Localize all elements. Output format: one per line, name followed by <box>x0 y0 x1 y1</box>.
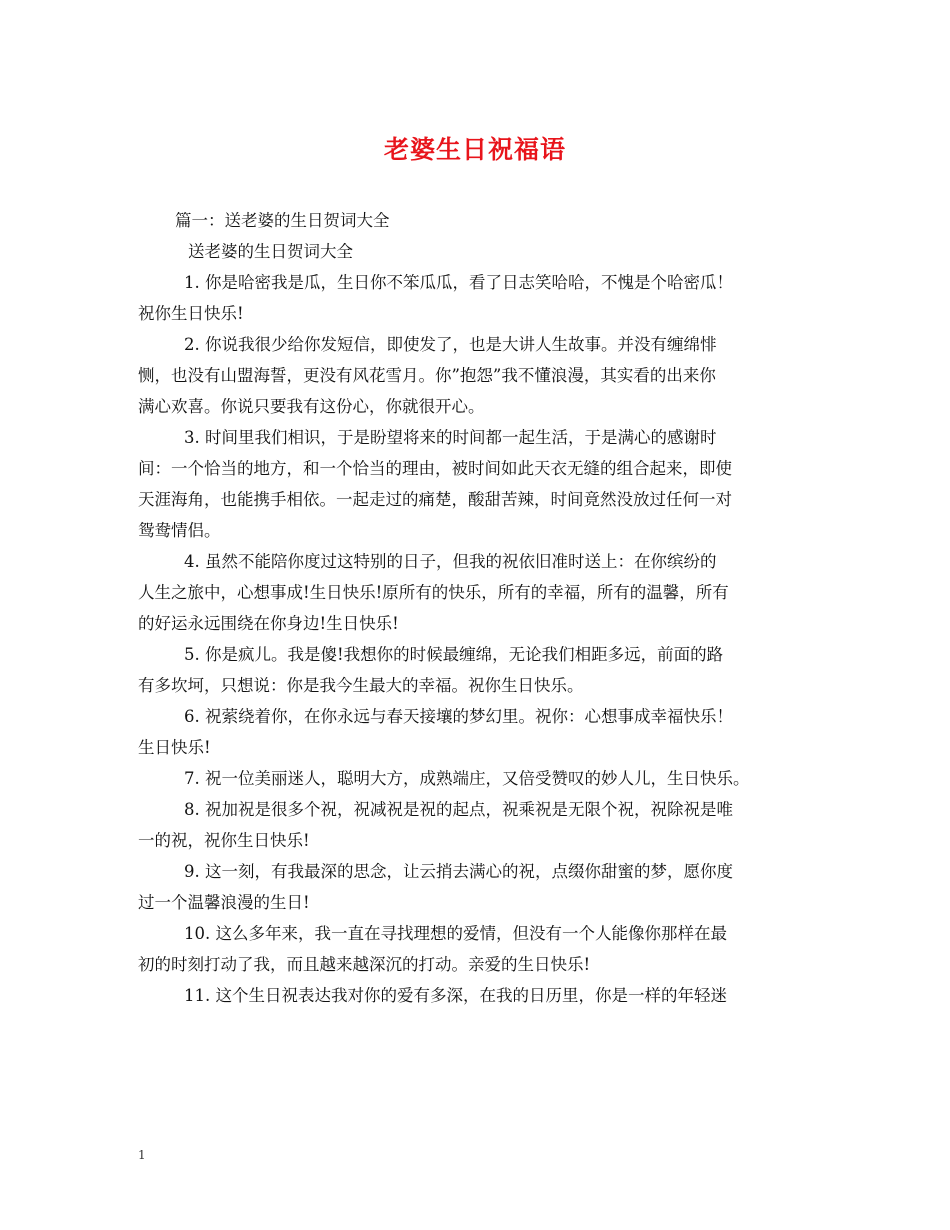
paragraph-line: 生日快乐! <box>138 738 211 757</box>
paragraph-line: 鸳鸯情侣。 <box>138 521 221 540</box>
paragraph-line: 1. 你是哈密我是瓜，生日你不笨瓜瓜，看了日志笑哈哈，不愧是个哈密瓜！ <box>184 273 733 292</box>
document-title: 老婆生日祝福语 <box>383 135 566 164</box>
paragraph-line: 2. 你说我很少给你发短信，即使发了，也是大讲人生故事。并没有缠绵悱 <box>184 335 717 354</box>
paragraph-line: 10. 这么多年来，我一直在寻找理想的爱情，但没有一个人能像你那样在最 <box>184 924 727 943</box>
paragraph-line: 间：一个恰当的地方，和一个恰当的理由，被时间如此天衣无缝的组合起来，即使 <box>138 459 732 478</box>
paragraph-line: 4. 虽然不能陪你度过这特别的日子，但我的祝依旧准时送上：在你缤纷的 <box>184 552 717 571</box>
paragraph-line: 5. 你是疯儿。我是傻!我想你的时候最缠绵，无论我们相距多远，前面的路 <box>184 645 724 664</box>
paragraph-line: 有多坎坷，只想说：你是我今生最大的幸福。祝你生日快乐。 <box>138 676 584 695</box>
paragraph-line: 天涯海角，也能携手相依。一起走过的痛楚，酸甜苦辣，时间竟然没放过任何一对 <box>138 490 732 509</box>
paragraph-line: 初的时刻打动了我，而且越来越深沉的打动。亲爱的生日快乐! <box>138 955 591 974</box>
paragraph-line: 一的祝，祝你生日快乐! <box>138 831 310 850</box>
paragraph-line: 9. 这一刻，有我最深的思念，让云捎去满心的祝，点缀你甜蜜的梦，愿你度 <box>184 862 733 881</box>
paragraph-line: 7. 祝一位美丽迷人，聪明大方，成熟端庄，又倍受赞叹的妙人儿，生日快乐。 <box>184 769 750 788</box>
paragraph-line: 11. 这个生日祝表达我对你的爱有多深，在我的日历里，你是一样的年轻迷 <box>184 986 727 1005</box>
subheading: 送老婆的生日贺词大全 <box>188 242 353 261</box>
paragraph-line: 3. 时间里我们相识，于是盼望将来的时间都一起生活，于是满心的感谢时 <box>184 428 717 447</box>
paragraph-line: 的好运永远围绕在你身边!生日快乐! <box>138 614 399 633</box>
paragraph-line: 过一个温馨浪漫的生日! <box>138 893 310 912</box>
paragraph-line: 6. 祝萦绕着你，在你永远与春天接壤的梦幻里。祝你：心想事成幸福快乐！ <box>184 707 733 726</box>
paragraph-line: 祝你生日快乐! <box>138 304 244 323</box>
paragraph-line: 8. 祝加祝是很多个祝，祝减祝是祝的起点，祝乘祝是无限个祝，祝除祝是唯 <box>184 800 733 819</box>
section-heading: 篇一：送老婆的生日贺词大全 <box>175 211 390 230</box>
paragraph-line: 恻，也没有山盟海誓，更没有风花雪月。你”抱怨”我不懂浪漫，其实看的出来你 <box>138 366 716 385</box>
document-body <box>138 205 814 1011</box>
paragraph-line: 人生之旅中，心想事成!生日快乐!原所有的快乐，所有的幸福，所有的温馨，所有 <box>138 583 729 602</box>
page-number: 1 <box>138 1148 146 1162</box>
paragraph-line: 满心欢喜。你说只要我有这份心，你就很开心。 <box>138 397 485 416</box>
